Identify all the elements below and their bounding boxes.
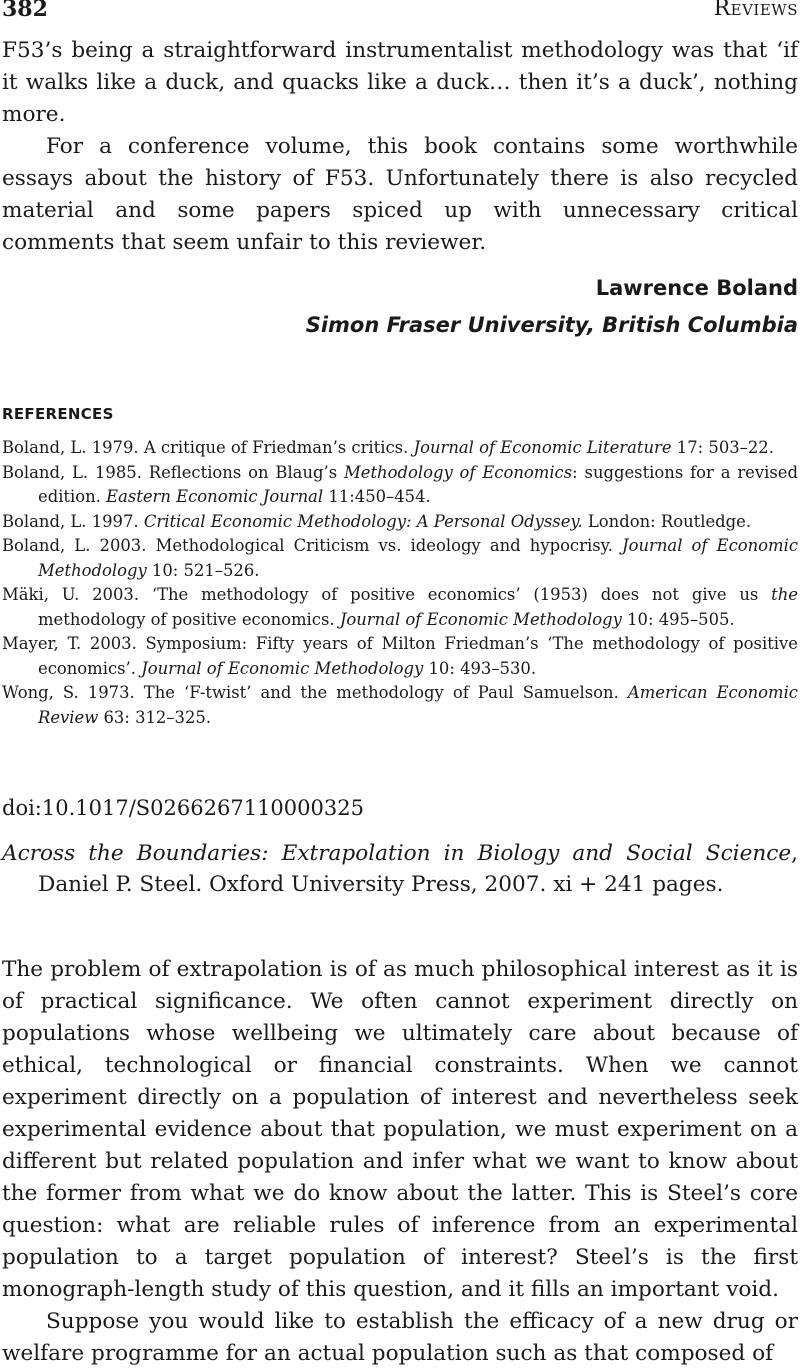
references-list xyxy=(2,436,798,730)
reviewer-name: Lawrence Boland xyxy=(595,276,798,300)
reference-item: Wong, S. 1973. The ‘F-twist’ and the methodology of Paul Samuelson. American Economic Review 63: 312–325. xyxy=(2,683,798,727)
reference-item: Mäki, U. 2003. ‘The methodology of positive economics’ (1953) does not give us the methodology of positive economics. Journal of Economic Methodology 10: 495–505. xyxy=(2,585,798,629)
reference-item: Boland, L. 1997. Critical Economic Methodology: A Personal Odyssey. London: Routledge. xyxy=(2,511,752,531)
book-title: Across the Boundaries: Extrapolation in Biology and Social Science xyxy=(2,841,792,866)
review-paragraph: F53’s being a straightforward instrumentalist methodology was that ‘if it walks like a duck, and quacks like a duck… then it’s a duck’, nothing more. xyxy=(2,38,798,127)
review-paragraph: Suppose you would like to establish the efficacy of a new drug or welfare programme for an actual population such as that composed of xyxy=(2,1309,798,1366)
reference-item: Boland, L. 2003. Methodological Criticism vs. ideology and hypocrisy. Journal of Economic Methodology 10: 521–526. xyxy=(2,536,799,580)
page-number: 382 xyxy=(2,0,48,22)
review-paragraph: The problem of extrapolation is of as much philosophical interest as it is of practical significance. We often cannot experiment directly on populations whose wellbeing we ultimately care about because of ethical, technological or financial constraints. When we cannot experiment directly on a population of interest and nevertheless seek experimental evidence about that population, we must experiment on a different but related population and infer what we want to know about the former from what we do know about the latter. This is Steel’s core question: what are reliable rules of inference from an experimental population to a target population of interest? Steel’s is the first monograph-length study of this question, and it fills an important void. xyxy=(2,957,798,1302)
running-head xyxy=(0,0,800,22)
doi-link[interactable]: doi:10.1017/S0266267110000325 xyxy=(2,796,364,820)
section-name: Reviews xyxy=(713,0,798,21)
reference-item: Boland, L. 1985. Reflections on Blaug’s Methodology of Economics: suggestions for a revised edition. Eastern Economic Journal 11:450–454. xyxy=(2,462,798,506)
review-paragraph: For a conference volume, this book contains some worthwhile essays about the history of F53. Unfortunately there is also recycled material and some papers spiced up with unnecessary critical comments that seem unfair to this reviewer. xyxy=(2,134,798,255)
references-heading: REFERENCES xyxy=(2,405,114,423)
reviewer-affiliation: Simon Fraser University, British Columbia xyxy=(305,313,798,337)
book-citation xyxy=(2,838,798,900)
reference-item: Mayer, T. 2003. Symposium: Fifty years of Milton Friedman’s ‘The methodology of positive economics’. Journal of Economic Methodology 10: 493–530. xyxy=(2,634,798,678)
reference-item: Boland, L. 1979. A critique of Friedman’s critics. Journal of Economic Literature 17: 503–22. xyxy=(2,438,774,457)
book-details: , Daniel P. Steel. Oxford University Press, 2007. xi + 241 pages. xyxy=(38,841,798,897)
